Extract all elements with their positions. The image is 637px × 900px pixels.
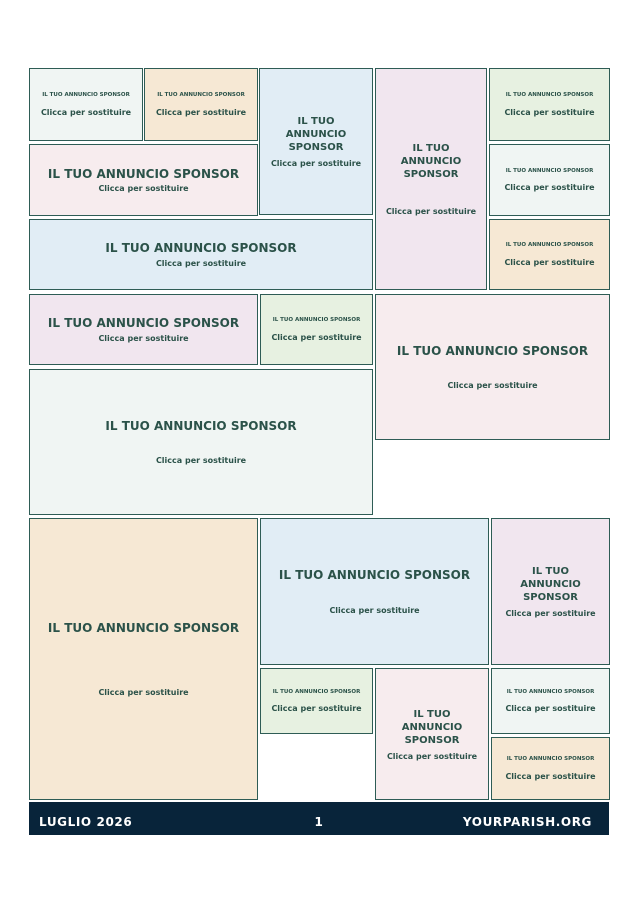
sponsor-ad[interactable] (29, 369, 373, 515)
ad-title: IL TUO ANNUNCIO SPONSOR (47, 316, 240, 331)
ad-subtitle: Clicca per sostituire (447, 381, 538, 391)
ad-subtitle: Clicca per sostituire (271, 332, 362, 342)
sponsor-ad[interactable] (375, 68, 487, 290)
ad-title: IL TUO ANNUNCIO SPONSOR (400, 143, 462, 180)
ad-title: IL TUO ANNUNCIO SPONSOR (505, 167, 594, 174)
ad-subtitle: Clicca per sostituire (504, 257, 595, 267)
sponsor-ad[interactable] (29, 518, 258, 800)
sponsor-ad[interactable] (491, 518, 610, 665)
ad-title: IL TUO ANNUNCIO SPONSOR (272, 688, 361, 695)
sponsor-ad[interactable] (260, 668, 373, 734)
ad-subtitle: Clicca per sostituire (386, 751, 478, 761)
sponsor-ad[interactable] (144, 68, 258, 141)
ad-title: IL TUO ANNUNCIO SPONSOR (505, 92, 594, 99)
ad-subtitle: Clicca per sostituire (329, 605, 420, 615)
ad-title: IL TUO ANNUNCIO SPONSOR (105, 418, 297, 433)
ad-subtitle: Clicca per sostituire (504, 183, 595, 193)
sponsor-ad[interactable] (29, 144, 258, 216)
ad-subtitle: Clicca per sostituire (270, 159, 362, 168)
sponsor-ad[interactable] (259, 68, 373, 215)
sponsor-ad[interactable] (260, 518, 489, 665)
sponsor-ad[interactable] (29, 219, 373, 290)
sponsor-ad[interactable] (29, 294, 258, 365)
ad-title: IL TUO ANNUNCIO SPONSOR (47, 620, 240, 635)
ad-subtitle: Clicca per sostituire (40, 107, 132, 117)
ad-subtitle: Clicca per sostituire (98, 688, 189, 698)
ad-title: IL TUO ANNUNCIO SPONSOR (506, 688, 595, 695)
ad-title: IL TUO ANNUNCIO SPONSOR (157, 92, 245, 99)
sponsor-ad[interactable] (489, 68, 610, 141)
sponsor-ad[interactable] (260, 294, 373, 365)
ad-subtitle: Clicca per sostituire (505, 771, 596, 781)
ad-subtitle: Clicca per sostituire (505, 704, 596, 714)
ad-subtitle: Clicca per sostituire (385, 207, 477, 216)
footer-website[interactable]: YOURPARISH.ORG (462, 815, 592, 829)
ad-title: IL TUO ANNUNCIO SPONSOR (506, 756, 595, 763)
ad-title: IL TUO ANNUNCIO SPONSOR (42, 92, 130, 99)
footer-date: LUGLIO 2026 (39, 815, 133, 829)
ad-title: IL TUO ANNUNCIO SPONSOR (505, 242, 594, 249)
sponsor-ad[interactable] (489, 219, 610, 290)
ad-subtitle: Clicca per sostituire (98, 184, 189, 194)
ad-title: IL TUO ANNUNCIO SPONSOR (278, 568, 471, 583)
page-footer (29, 802, 609, 835)
sponsor-ad[interactable] (375, 668, 489, 800)
sponsor-ad[interactable] (489, 144, 610, 216)
ad-title: IL TUO ANNUNCIO SPONSOR (285, 116, 347, 151)
ad-subtitle: Clicca per sostituire (155, 456, 247, 466)
footer-page-number: 1 (314, 815, 324, 829)
ad-subtitle: Clicca per sostituire (155, 107, 247, 117)
ad-subtitle: Clicca per sostituire (271, 704, 362, 714)
ad-title: IL TUO ANNUNCIO SPONSOR (47, 166, 240, 181)
ad-title: IL TUO ANNUNCIO SPONSOR (401, 708, 463, 744)
ad-title: IL TUO ANNUNCIO SPONSOR (272, 317, 361, 324)
ad-subtitle: Clicca per sostituire (98, 333, 189, 343)
ad-title: IL TUO ANNUNCIO SPONSOR (520, 566, 581, 601)
sponsor-ad[interactable] (29, 68, 143, 141)
ad-subtitle: Clicca per sostituire (155, 258, 247, 268)
sponsor-ad[interactable] (491, 668, 610, 734)
ad-subtitle: Clicca per sostituire (505, 609, 596, 618)
sponsor-ad[interactable] (491, 737, 610, 800)
ad-title: IL TUO ANNUNCIO SPONSOR (105, 241, 297, 256)
sponsor-ad[interactable] (375, 294, 610, 440)
ad-subtitle: Clicca per sostituire (504, 107, 595, 117)
ad-title: IL TUO ANNUNCIO SPONSOR (396, 343, 589, 358)
